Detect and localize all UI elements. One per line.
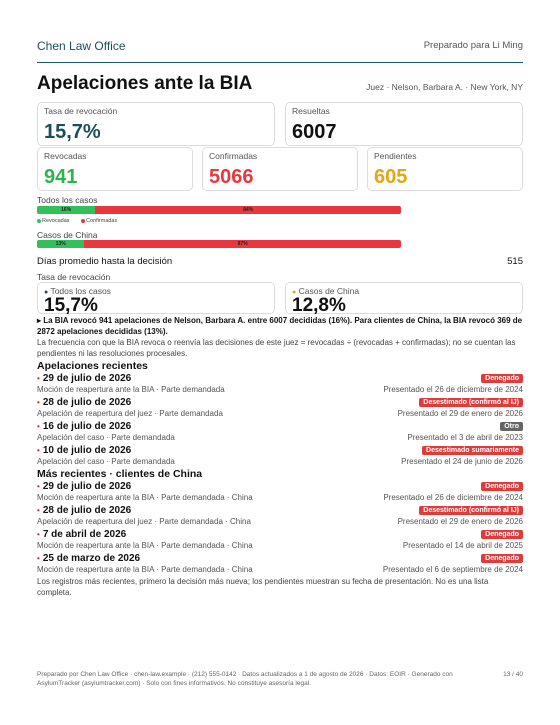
status-badge: Denegado xyxy=(481,554,523,563)
card-confirmadas-value: 5066 xyxy=(209,166,254,188)
status-badge: Desestimado (confirmó al IJ) xyxy=(419,398,523,407)
card-confirmadas xyxy=(202,147,358,191)
list-note: Los registros más recientes, primero la decisión más nueva; los pendientes muestran su fecha de presentación. No es una lista completa. xyxy=(37,577,489,597)
card-pendientes xyxy=(367,147,523,191)
card-revocadas-value: 941 xyxy=(44,166,78,188)
bar-all xyxy=(37,206,401,214)
entry-date xyxy=(37,373,131,384)
entry-filed: Presentado el 14 de abril de 2025 xyxy=(402,541,523,550)
avg-days-value: 515 xyxy=(507,256,523,267)
status-badge: Denegado xyxy=(481,530,523,539)
list-item xyxy=(37,529,523,552)
legend-rev: Revocadas xyxy=(42,218,70,224)
entry-date-text: 16 de julio de 2026 xyxy=(42,421,132,432)
bar-legend xyxy=(37,218,117,224)
card-resueltas-label: Resueltas xyxy=(292,106,330,116)
rate-china-value: 12,8% xyxy=(292,295,346,316)
list-item xyxy=(37,505,523,528)
entry-desc: Moción de reapertura ante la BIA · Parte demandada · China xyxy=(37,565,253,574)
bullet-icon: • xyxy=(37,374,40,383)
avg-days-label: Días promedio hasta la decisión xyxy=(37,256,173,267)
entry-date xyxy=(37,505,131,516)
entry-desc: Apelación del caso · Parte demandada xyxy=(37,433,175,442)
list-item xyxy=(37,421,523,444)
card-pendientes-label: Pendientes xyxy=(374,151,417,161)
bullet-icon: • xyxy=(37,446,40,455)
status-badge: Denegado xyxy=(481,482,523,491)
rate-china-dot: ● xyxy=(292,289,297,296)
china-title: Más recientes · clientes de China xyxy=(37,468,203,480)
card-tasa xyxy=(37,102,275,146)
bullet-icon: • xyxy=(37,506,40,515)
entry-filed: Presentado el 26 de diciembre de 2024 xyxy=(383,493,523,502)
bar-china-green: 13% xyxy=(37,240,84,248)
entry-date-text: 28 de julio de 2026 xyxy=(42,397,132,408)
card-pendientes-value: 605 xyxy=(374,166,408,188)
entry-date-text: 25 de marzo de 2026 xyxy=(42,553,141,564)
rate-all-value: 15,7% xyxy=(44,295,98,316)
page-number: 13 / 40 xyxy=(503,671,523,678)
status-badge: Desestimado sumariamente xyxy=(422,446,523,455)
bar-all-green: 16% xyxy=(37,206,95,214)
bullet-icon: • xyxy=(37,530,40,539)
entry-filed: Presentado el 3 de abril de 2023 xyxy=(407,433,523,442)
entry-date xyxy=(37,445,131,456)
status-badge: Otro xyxy=(500,422,523,431)
bar-china xyxy=(37,240,401,248)
page-title: Apelaciones ante la BIA xyxy=(37,73,253,94)
bullet-icon: • xyxy=(37,554,40,563)
card-revocadas-label: Revocadas xyxy=(44,151,87,161)
card-resueltas-value: 6007 xyxy=(292,121,337,143)
entry-date xyxy=(37,481,131,492)
footer xyxy=(37,670,523,688)
entry-filed: Presentado el 29 de enero de 2026 xyxy=(397,409,523,418)
card-confirmadas-label: Confirmadas xyxy=(209,151,258,161)
rate-all-label-text: Todos los casos xyxy=(50,286,111,296)
status-badge: Denegado xyxy=(481,374,523,383)
entry-desc: Apelación del caso · Parte demandada xyxy=(37,457,175,466)
bullet-icon: • xyxy=(37,482,40,491)
legend-green-dot xyxy=(37,219,41,223)
bar-all-label: Todos los casos xyxy=(37,195,98,205)
entry-date-text: 29 de julio de 2026 xyxy=(42,373,132,384)
entry-filed: Presentado el 24 de junio de 2026 xyxy=(401,457,523,466)
bar-china-label: Casos de China xyxy=(37,230,98,240)
legend-red-dot xyxy=(81,219,85,223)
rate-all-card xyxy=(37,282,275,314)
entry-date-text: 10 de julio de 2026 xyxy=(42,445,132,456)
legend-conf: Confirmadas xyxy=(86,218,118,224)
bar-all-red: 84% xyxy=(95,206,401,214)
entry-date-text: 28 de julio de 2026 xyxy=(42,505,132,516)
list-item xyxy=(37,397,523,420)
rate-all-dot: ● xyxy=(44,289,49,296)
recent-title: Apelaciones recientes xyxy=(37,360,148,372)
list-item xyxy=(37,373,523,396)
entry-filed: Presentado el 26 de diciembre de 2024 xyxy=(383,385,523,394)
entry-date-text: 7 de abril de 2026 xyxy=(42,529,127,540)
card-resueltas xyxy=(285,102,523,146)
status-badge: Desestimado (confirmó al IJ) xyxy=(419,506,523,515)
entry-date xyxy=(37,397,131,408)
entry-date xyxy=(37,421,131,432)
entry-date xyxy=(37,553,140,564)
list-item xyxy=(37,481,523,504)
card-tasa-value: 15,7% xyxy=(44,121,101,143)
entry-desc: Apelación de reapertura del juez · Parte demandada xyxy=(37,409,223,418)
rate-china-label-text: Casos de China xyxy=(298,286,360,296)
avg-days-row xyxy=(37,256,523,267)
prepared-for: Preparado para Li Ming xyxy=(423,40,523,51)
report-header xyxy=(37,38,523,63)
list-item xyxy=(37,445,523,468)
bar-china-red: 87% xyxy=(84,240,401,248)
footer-text: Preparado por Chen Law Office · chen-law.example · (212) 555-0142 · Datos actualizados a 1 de agosto de 2026 · Datos: EOIR · Generado con AsylumTracker (asylumtracker.com) · Solo con fines informativos. No constituye asesoría legal. xyxy=(37,671,453,687)
entry-filed: Presentado el 6 de septiembre de 2024 xyxy=(382,565,523,574)
bullet-icon: • xyxy=(37,398,40,407)
entry-desc: Apelación de reapertura del juez · Parte demandada · China xyxy=(37,517,251,526)
firm-name: Chen Law Office xyxy=(37,39,126,53)
bullet-icon: • xyxy=(37,422,40,431)
card-revocadas xyxy=(37,147,193,191)
entry-date xyxy=(37,529,126,540)
card-tasa-label: Tasa de revocación xyxy=(44,106,118,116)
entry-desc: Moción de reapertura ante la BIA · Parte demandada · China xyxy=(37,541,253,550)
summary-bold: ▸ La BIA revocó 941 apelaciones de Nelson, Barbara A. entre 6007 decididas (16%). Para clientes de China, la BIA revocó 369 de 2872 apelaciones decididas (13%). xyxy=(37,316,523,336)
rate-compare-label: Tasa de revocación xyxy=(37,272,111,282)
summary-note: La frecuencia con que la BIA revoca o reenvía las decisiones de este juez = revocadas ÷ (revocadas + confirmadas); no se cuentan las pendientes ni las resoluciones procesales. xyxy=(37,338,516,358)
rate-china-card xyxy=(285,282,523,314)
entry-desc: Moción de reapertura ante la BIA · Parte demandada xyxy=(37,385,225,394)
entry-filed: Presentado el 29 de enero de 2026 xyxy=(397,517,523,526)
entry-desc: Moción de reapertura ante la BIA · Parte demandada · China xyxy=(37,493,253,502)
entry-date-text: 29 de julio de 2026 xyxy=(42,481,132,492)
judge-line: Juez · Nelson, Barbara A. · New York, NY xyxy=(366,82,523,92)
list-item xyxy=(37,553,523,576)
